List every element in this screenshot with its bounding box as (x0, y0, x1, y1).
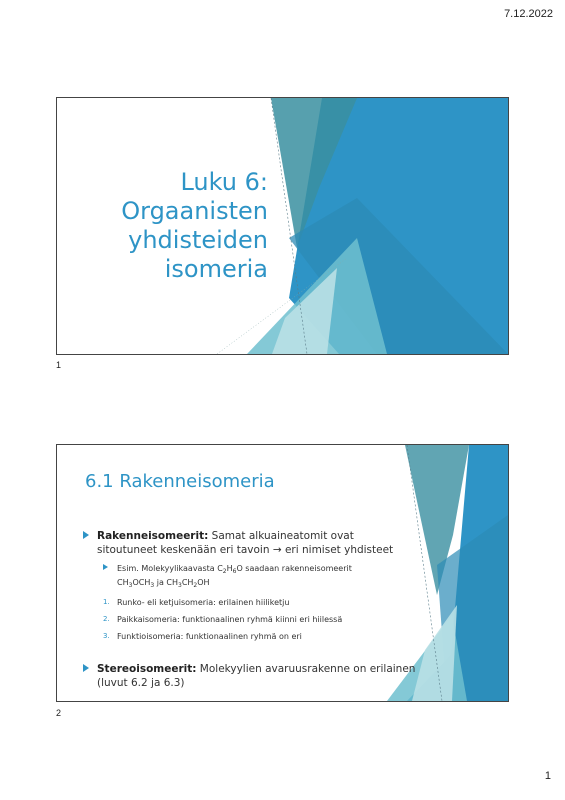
bullet-arrow-icon (83, 531, 89, 539)
formula-text: CH (117, 578, 129, 587)
bullet-rakenneisomeerit (83, 529, 403, 557)
title-line: Luku 6: (180, 168, 268, 196)
slide-number: 2 (56, 708, 62, 718)
title-line: Orgaanisten (121, 197, 268, 225)
slide-2-content (83, 529, 416, 696)
subscript: 2 (222, 568, 227, 575)
item-text: Paikkaisomeria: funktionaalinen ryhmä kiinni eri hiilessä (117, 615, 343, 624)
page-number: 1 (544, 770, 551, 782)
bullet-stereoisomeerit (83, 662, 417, 690)
item-number: 1. (103, 598, 110, 606)
formula-text: ja CH (154, 578, 178, 587)
title-line: isomeria (164, 255, 268, 283)
subscript: 3 (177, 582, 182, 589)
bullet-bold-term: Stereoisomeerit: (97, 663, 197, 675)
subscript: 3 (128, 582, 133, 589)
item-text: Funktioisomeria: funktionaalinen ryhmä on eri (117, 632, 302, 641)
bullet-text: sitoutuneet keskenään eri tavoin → eri nimiset yhdisteet (97, 544, 394, 556)
bullet-text: (luvut 6.2 ja 6.3) (97, 677, 185, 689)
example-text: O saadaan rakenneisomeerit (236, 564, 352, 573)
item-text: Runko- eli ketjuisomeria: erilainen hiiliketju (117, 598, 290, 607)
title-line: yhdisteiden (128, 226, 268, 254)
bullet-text: Samat alkuaineatomit ovat (208, 530, 354, 542)
bullet-arrow-icon (83, 664, 89, 672)
numbered-item (83, 614, 403, 625)
slide-number: 1 (56, 360, 62, 370)
item-number: 2. (103, 615, 110, 623)
slide-2-title: 6.1 Rakenneisomeria (85, 471, 275, 492)
bullet-bold-term: Rakenneisomeerit: (97, 530, 209, 542)
slide-1-title (121, 168, 268, 284)
bullet-text: Molekyylien avaruusrakenne on erilainen (196, 663, 416, 675)
formula-text: OCH (132, 578, 151, 587)
sub-bullet-example (83, 563, 403, 591)
numbered-item (83, 597, 403, 608)
example-text: Esim. Molekyylikaavasta C (117, 564, 223, 573)
formula-text: CH (181, 578, 194, 587)
subscript: 2 (193, 582, 198, 589)
subscript: 3 (150, 582, 155, 589)
numbered-item (83, 631, 403, 642)
subscript: 6 (232, 568, 237, 575)
formula-text: OH (197, 578, 210, 587)
item-number: 3. (103, 632, 110, 640)
bullet-arrow-icon (103, 564, 108, 570)
print-date: 7.12.2022 (504, 8, 553, 20)
slide-1 (56, 97, 509, 355)
example-text: H (226, 564, 233, 573)
slide-2 (56, 444, 509, 702)
